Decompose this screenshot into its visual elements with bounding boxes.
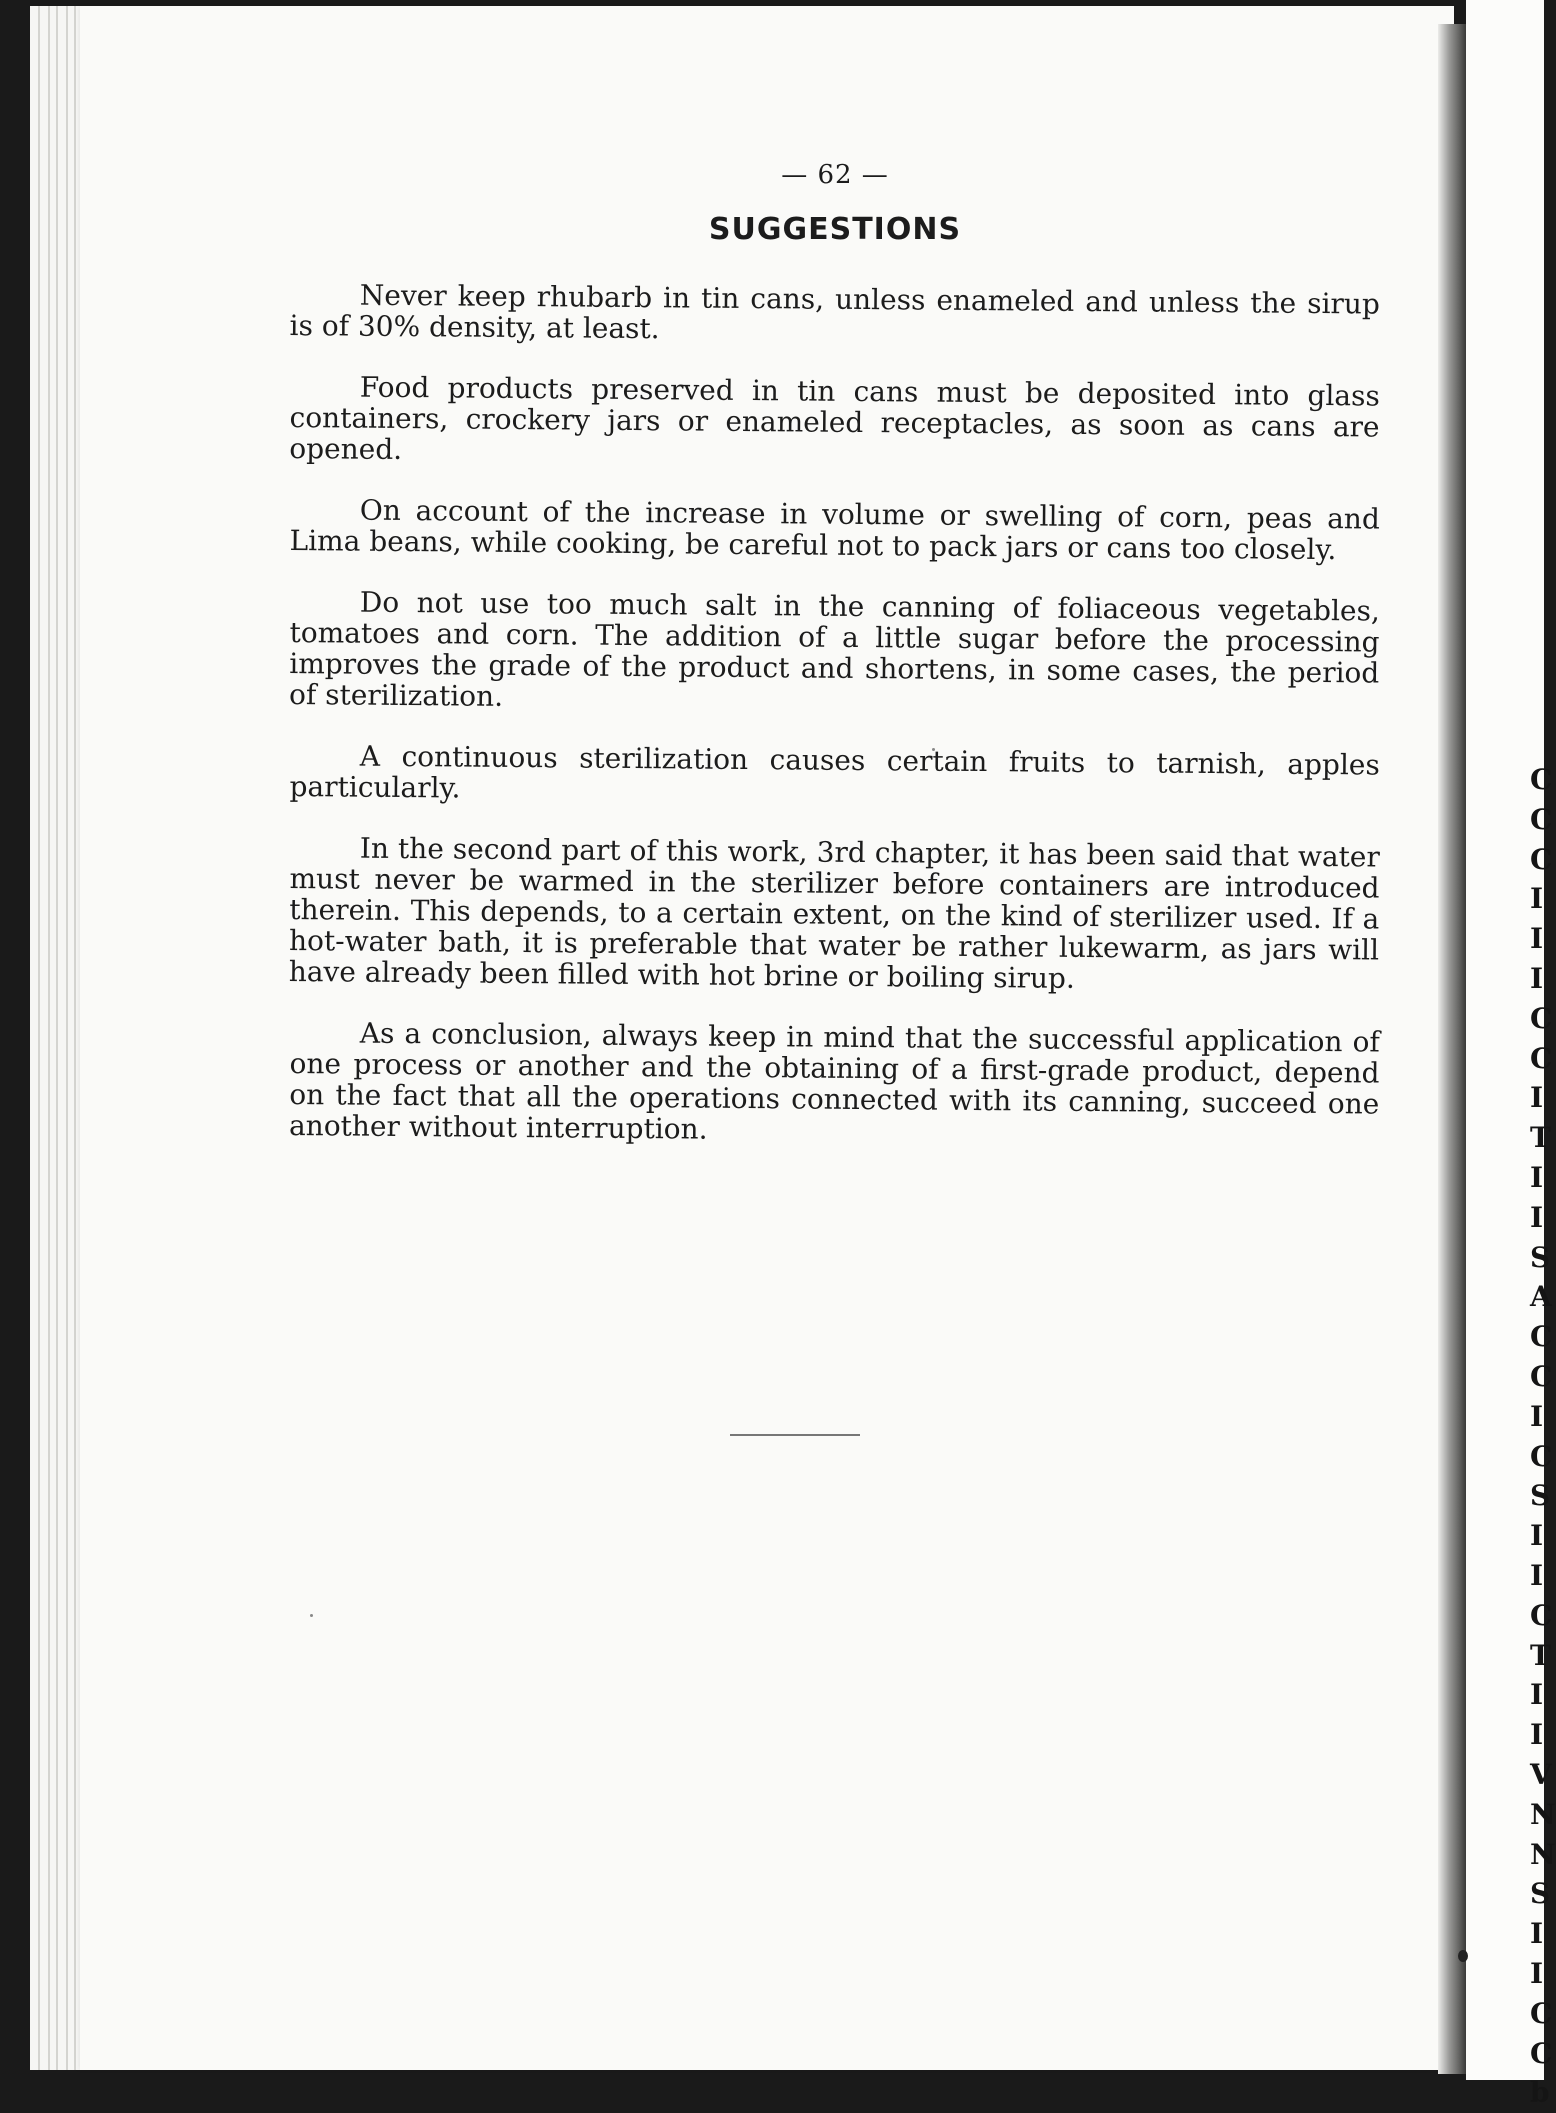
facing-page-letter: C	[1530, 1996, 1553, 2030]
facing-page-letter: A	[1530, 1280, 1552, 1314]
facing-page-letter: N	[1530, 1837, 1556, 1871]
page-number: — 62 —	[781, 160, 889, 190]
facing-page-letter: I	[1530, 1956, 1544, 1990]
facing-page-letter: C	[1530, 1001, 1553, 1035]
facing-page-letter: C	[1530, 1439, 1553, 1473]
facing-page-letter: I	[1530, 961, 1544, 995]
facing-page-letter: I	[1530, 1519, 1544, 1553]
facing-page-letter: I	[1530, 1200, 1544, 1234]
facing-page-letter: T	[1530, 1638, 1551, 1672]
facing-page-letters	[1530, 760, 1556, 2113]
facing-page-letter: S	[1530, 1877, 1551, 1911]
facing-page-letter: C	[1530, 1041, 1553, 1075]
facing-page-letter: b	[1530, 2076, 1550, 2110]
end-rule	[730, 1434, 860, 1436]
facing-page-letter: C	[1530, 2036, 1553, 2070]
facing-page-letter: C	[1530, 842, 1553, 876]
paragraph: Do not use too much salt in the canning of foliaceous vegetables, tomatoes and corn. The addition of a little sugar before the processing improves the grade of the product and shortens, in some cases, the period of sterilization.	[288, 585, 1380, 713]
paragraph: As a conclusion, always keep in mind that the successful application of one process or another and the obtaining of a first-grade product, depend on the fact that all the operations connected with its canning, succeed one another without interruption.	[288, 1016, 1380, 1146]
facing-page-letter: I	[1530, 1399, 1544, 1433]
facing-page-letter: I	[1530, 922, 1544, 956]
facing-page-letter: C	[1530, 1359, 1553, 1393]
facing-page-letter: I	[1530, 1917, 1544, 1951]
facing-page-letter: C	[1530, 802, 1553, 836]
facing-page-letter: C	[1530, 1598, 1553, 1632]
paragraph: In the second part of this work, 3rd chapter, it has been said that water must never be warmed in the sterilizer before containers are introduced therein. This depends, to a certain extent, on the kind of sterilizer used. If a hot-water bath, it is preferable that water be rather lukewarm, as jars will have already been filled with hot brine or boiling sirup.	[288, 831, 1380, 995]
facing-page-letter: V	[1530, 1757, 1552, 1791]
facing-page-letter: I	[1530, 1558, 1544, 1592]
facing-page-letter: T	[1530, 1121, 1551, 1155]
facing-page-letter: N	[1530, 1797, 1556, 1831]
facing-page-letter: I	[1530, 882, 1544, 916]
facing-page-letter: I	[1530, 1678, 1544, 1712]
page-title: SUGGESTIONS	[708, 212, 962, 247]
facing-page-letter: I	[1530, 1081, 1544, 1115]
paragraph: Never keep rhubarb in tin cans, unless enameled and unless the sirup is of 30% density, at least.	[289, 278, 1380, 346]
facing-page-letter: S	[1530, 1479, 1551, 1513]
facing-page-letter: C	[1530, 1320, 1553, 1354]
facing-page-letter: S	[1530, 1240, 1551, 1274]
ink-dot	[1458, 1950, 1468, 1962]
paragraph: Food products preserved in tin cans must be deposited into glass containers, crockery jars or enameled receptacles, as soon as cans are opened.	[289, 370, 1380, 466]
page-content	[290, 160, 1380, 1171]
facing-page-letter: C	[1530, 763, 1553, 796]
paragraph: A continuous sterilization causes certain fruits to tarnish, apples particularly.	[289, 739, 1380, 805]
book-gutter-shadow	[1438, 24, 1466, 2074]
paragraphs	[288, 278, 1380, 1146]
facing-page-letter: I	[1530, 1160, 1544, 1194]
facing-page-letter: I	[1530, 1718, 1544, 1752]
paragraph: On account of the increase in volume or swelling of corn, peas and Lima beans, while cooking, be careful not to pack jars or cans too closely.	[289, 493, 1380, 567]
